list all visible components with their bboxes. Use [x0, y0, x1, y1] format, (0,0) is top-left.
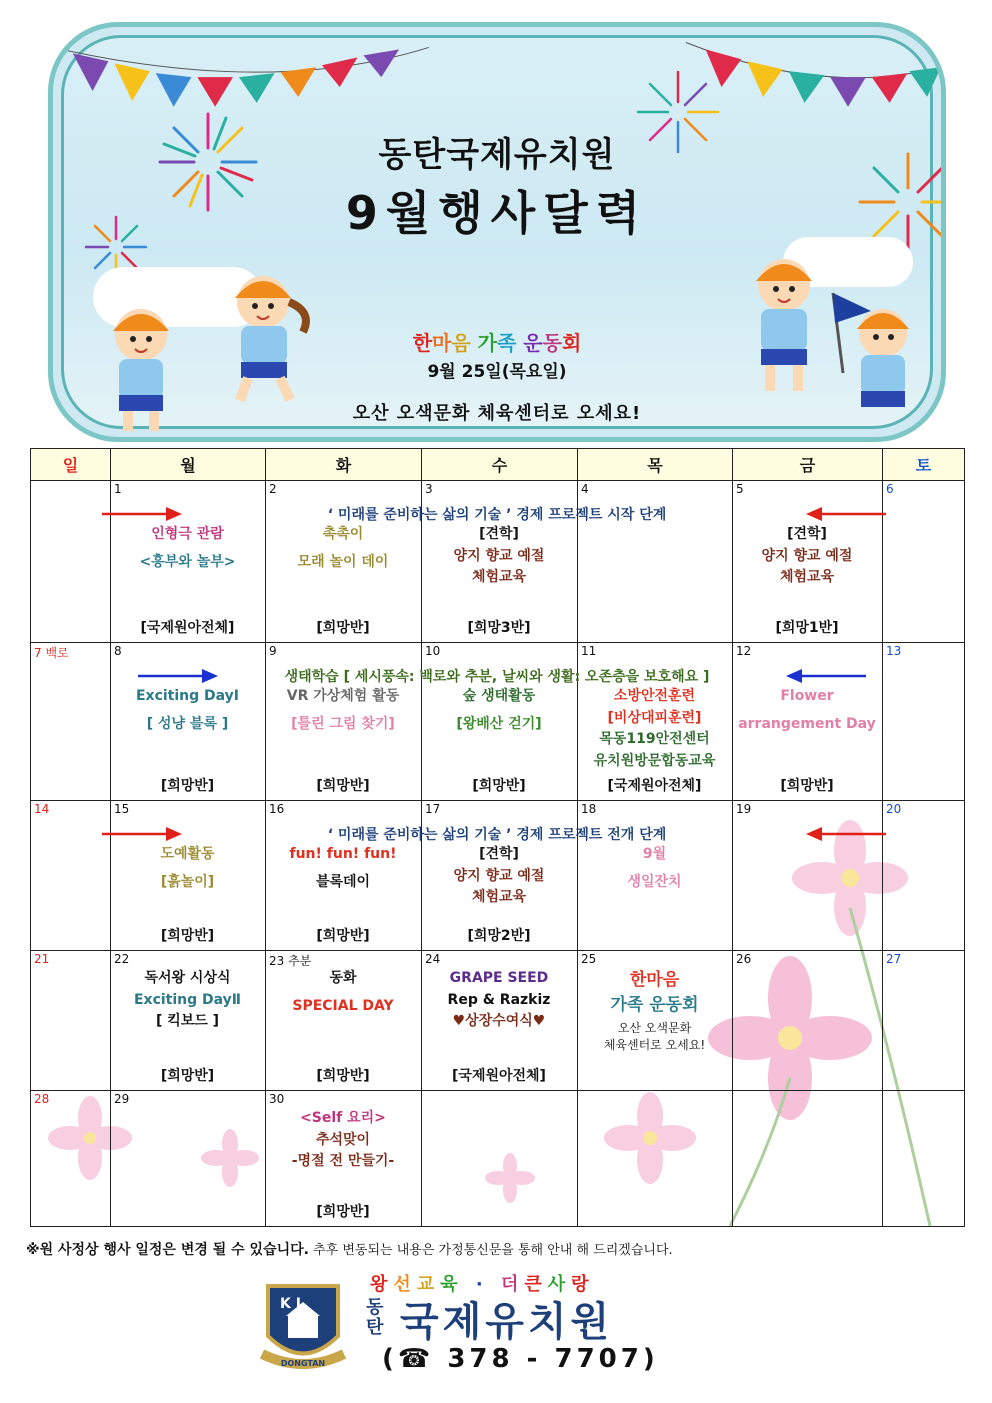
calendar-day-cell: [31, 951, 111, 1091]
day-number: 28: [34, 1092, 50, 1106]
day-number: 4: [581, 482, 589, 496]
event-entry: [577, 688, 732, 774]
weekday-header: 목: [578, 449, 733, 481]
day-number: 2: [269, 482, 277, 496]
arrow-left-icon: [786, 666, 866, 686]
slogan-char: 사: [547, 1274, 572, 1295]
event-line: [견학]: [479, 846, 519, 862]
weekday-header: 금: [733, 449, 883, 481]
day-number: 15: [114, 802, 130, 816]
event-class-label: [희망반]: [316, 1204, 370, 1220]
event-class-label: [국제원아전체]: [140, 620, 235, 636]
event-line: [ 킥보드 ]: [155, 1013, 220, 1029]
event-line: 동화: [329, 970, 357, 986]
event-line: 체험교육: [471, 889, 527, 905]
day-number: 24: [425, 952, 441, 966]
day-number: 25: [581, 952, 597, 966]
calendar-day-cell: [111, 1091, 266, 1227]
slogan-char: 큰: [524, 1274, 548, 1295]
calendar-day-cell: [883, 951, 965, 1091]
event-line: GRAPE SEED: [449, 970, 549, 986]
event-line: 체험교육: [779, 569, 835, 585]
calendar-day-cell: [422, 1091, 578, 1227]
day-number: 12: [736, 644, 752, 658]
event-entry: [265, 526, 421, 581]
day-number: 9: [269, 644, 277, 658]
event-class-label: [국제원아전체]: [452, 1068, 546, 1084]
notice-rest: 추후 변동되는 내용은 가정통신문을 통해 안내 해 드리겠습니다.: [308, 1243, 673, 1258]
event-line: 숲 생태활동: [462, 688, 536, 704]
weekday-header: 토: [883, 449, 965, 481]
event-line: 블록데이: [315, 873, 371, 890]
slogan-char: 육: [440, 1274, 464, 1295]
calendar-title: 9월행사달력: [345, 186, 649, 240]
slogan-char: 왕: [370, 1274, 394, 1295]
event-entry: [577, 846, 732, 901]
arrow-left-icon: [806, 504, 886, 524]
event-entry: [265, 1110, 421, 1175]
header-banner: [48, 22, 946, 442]
event-line: 9월: [642, 846, 667, 862]
slogan-char: 선: [393, 1274, 417, 1295]
event-class-label: [희망반]: [316, 620, 370, 636]
event-line: <흥부와 놀부>: [139, 553, 236, 570]
event-name-rainbow: [53, 327, 941, 356]
event-name-char: 동: [542, 331, 562, 355]
event-line: 추석맞이: [315, 1131, 371, 1148]
calendar-day-cell: [578, 1091, 733, 1227]
event-line: 체험교육: [471, 569, 527, 585]
day-number: 5: [736, 482, 744, 496]
event-line: 독서왕 시상식: [144, 970, 231, 986]
event-line: Flower: [780, 688, 834, 704]
notice-bold: ※원 사정상 행사 일정은 변경 될 수 있습니다.: [26, 1242, 309, 1258]
weekday-header: 화: [266, 449, 422, 481]
event-line: 유치원방문합동교육: [593, 752, 716, 769]
event-class-label: [희망반]: [316, 1068, 370, 1084]
event-class-label: [희망반]: [316, 778, 370, 794]
school-title: 동탄국제유치원: [378, 135, 616, 175]
arrow-right-icon: [102, 824, 182, 844]
logo-school-name: 국제유치원: [400, 1299, 614, 1345]
event-name-char: 족: [497, 331, 517, 355]
event-class-label: [희망반]: [472, 778, 526, 794]
day-number: 11: [581, 644, 597, 658]
calendar-day-cell: [883, 801, 965, 951]
schedule-notice: [26, 1239, 976, 1259]
event-line: SPECIAL DAY: [292, 997, 394, 1014]
event-entry: [421, 970, 577, 1035]
event-line: 도예활동: [160, 846, 215, 862]
weekday-header: 일: [31, 449, 111, 481]
event-line: 목동119안전센터: [599, 731, 710, 747]
day-number: 20: [886, 802, 902, 816]
phone-number: (☎ 378 - 7707): [382, 1344, 659, 1374]
event-line: Rep & Razkiz: [447, 991, 551, 1008]
day-number: 18: [581, 802, 597, 816]
slogan-char: 랑: [571, 1274, 595, 1295]
event-line: 모래 놀이 데이: [297, 553, 389, 570]
day-number: 17: [425, 802, 441, 816]
event-entry: [421, 526, 577, 591]
day-number: 21: [34, 952, 50, 966]
event-name-char: 운: [516, 331, 543, 355]
day-number: 13: [886, 644, 902, 658]
emblem-text: DONGTAN: [280, 1359, 326, 1368]
day-number: 7 백로: [34, 646, 69, 660]
event-class-label: [희망반]: [316, 928, 370, 944]
emblem-letters: K J: [280, 1296, 301, 1312]
event-entry: [265, 970, 421, 1025]
day-number: 16: [269, 802, 285, 816]
logo-dongtan: 동탄: [366, 1297, 384, 1338]
event-entry: [577, 970, 732, 1055]
calendar-day-cell: [31, 1091, 111, 1227]
event-line: 소방안전훈련: [613, 688, 696, 704]
event-date: 9월 25일(목요일): [427, 362, 567, 382]
event-entry: [265, 846, 421, 901]
event-line: [흙놀이]: [160, 873, 215, 890]
event-line: 촉촉이: [322, 526, 364, 542]
event-line: <Self 요리>: [300, 1110, 386, 1126]
weekday-header: 수: [422, 449, 578, 481]
event-name-char: 회: [561, 331, 582, 355]
event-line: 양지 향교 예절: [761, 547, 853, 564]
event-line: [견학]: [479, 526, 519, 542]
event-line: ♥상장수여식♥: [452, 1013, 546, 1029]
event-name-char: 마: [432, 331, 452, 355]
day-number: 6: [886, 482, 894, 496]
week-theme-band: 생태학습 [ 세시풍속: 백로와 추분, 날씨와 생활: 오존층을 보호해요 ]: [284, 669, 710, 685]
slogan-char: 교: [416, 1274, 441, 1295]
event-line: [견학]: [787, 526, 827, 542]
event-line: 체육센터로 오세요!: [603, 1037, 706, 1052]
event-class-label: [희망반]: [160, 778, 215, 794]
event-entry: [421, 846, 577, 911]
event-entry: [421, 688, 577, 743]
day-number: 19: [736, 802, 752, 816]
arrow-right-icon: [102, 504, 182, 524]
event-line: Exciting DayⅡ: [133, 991, 242, 1008]
event-line: Exciting DayⅠ: [135, 688, 240, 704]
event-class-label: [희망2반]: [467, 928, 531, 944]
event-line: fun! fun! fun!: [289, 846, 397, 862]
event-class-label: [희망1반]: [775, 620, 839, 636]
calendar-day-cell: [733, 1091, 883, 1227]
calendar-day-cell: [733, 951, 883, 1091]
event-class-label: [국제원아전체]: [607, 778, 702, 794]
calendar-day-cell: [883, 1091, 965, 1227]
event-entry: [732, 526, 882, 591]
event-class-label: [희망반]: [780, 778, 834, 794]
event-line: 생일잔치: [627, 873, 682, 890]
event-class-label: [희망반]: [160, 1068, 215, 1084]
slogan-char: 더: [500, 1274, 525, 1295]
event-line: 오산 오색문화: [617, 1020, 692, 1035]
weekday-header: 월: [111, 449, 266, 481]
week-theme-band: ‘ 미래를 준비하는 삶의 기술 ’ 경제 프로젝트 시작 단계: [327, 507, 667, 523]
calendar-day-cell: [31, 801, 111, 951]
day-number: 8: [114, 644, 122, 658]
day-number: 22: [114, 952, 130, 966]
event-line: VR 가상체험 활동: [286, 688, 400, 704]
event-line: [ 성냥 블록 ]: [146, 715, 229, 732]
event-entry: [110, 526, 265, 581]
day-number: 26: [736, 952, 752, 966]
event-entry: [110, 846, 265, 901]
arrow-right-icon: [138, 666, 218, 686]
calendar-week-row: [31, 1091, 965, 1227]
arrow-left-icon: [806, 824, 886, 844]
event-class-label: [희망3반]: [467, 620, 531, 636]
day-number: 3: [425, 482, 433, 496]
event-place: 오산 오색문화 체육센터로 오세요!: [352, 403, 642, 424]
event-entry: [110, 688, 265, 743]
event-name-char: 한: [412, 331, 433, 355]
event-class-label: [희망반]: [160, 928, 215, 944]
day-number: 10: [425, 644, 441, 658]
day-number: 23 추분: [269, 954, 312, 968]
event-name-char: 음: [451, 331, 471, 355]
week-theme-band: ‘ 미래를 준비하는 삶의 기술 ’ 경제 프로젝트 전개 단계: [327, 827, 667, 843]
slogan-char: ·: [475, 1274, 489, 1295]
event-line: [비상대피훈련]: [607, 709, 702, 726]
event-line: 한마음: [629, 970, 680, 990]
event-name-char: 가: [470, 331, 497, 355]
event-line: 양지 향교 예절: [453, 867, 545, 884]
event-line: [틀린 그림 찾기]: [291, 715, 395, 732]
event-line: 양지 향교 예절: [453, 547, 545, 564]
event-entry: [732, 688, 882, 743]
event-line: 인형극 관람: [151, 526, 224, 542]
event-line: arrangement Day: [738, 715, 876, 732]
day-number: 30: [269, 1092, 285, 1106]
event-line: [왕배산 걷기]: [456, 715, 542, 732]
day-number: 29: [114, 1092, 130, 1106]
day-number: 27: [886, 952, 902, 966]
calendar-day-cell: [733, 801, 883, 951]
day-number: 14: [34, 802, 50, 816]
event-entry: [265, 688, 421, 743]
event-line: -명절 전 만들기-: [291, 1153, 395, 1169]
event-line: 가족 운동회: [610, 995, 699, 1016]
calendar: [30, 448, 964, 1226]
day-number: 1: [114, 482, 122, 496]
school-emblem: [258, 1276, 348, 1376]
event-entry: [110, 970, 265, 1035]
